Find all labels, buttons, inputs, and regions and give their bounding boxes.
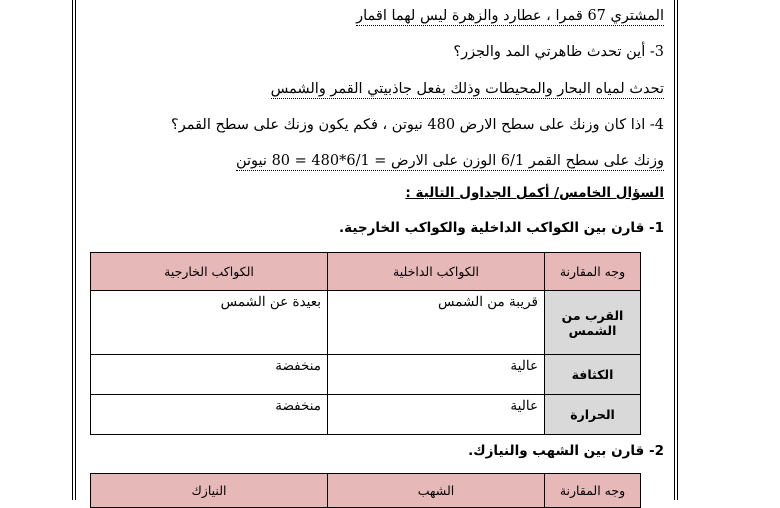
answer-4-line [236,151,664,171]
table-row [91,395,641,435]
question-4: 4- اذا كان وزنك على سطح الارض 480 نيوتن ، فكم يكون وزنك على سطح القمر؟ [171,117,664,133]
comparison-table-planets [90,252,641,435]
table-1-title: 1- قارن بين الكواكب الداخلية والكواكب الخارجية. [339,220,664,236]
cell-outer-distance: بعيدة عن الشمس [91,291,328,355]
header-meteorites: النيازك [91,474,328,508]
header-outer-planets: الكواكب الخارجية [91,253,328,291]
header-comparison-aspect: وجه المقارنة [545,253,641,291]
row-label-temperature: الحرارة [545,395,641,435]
table-header-row [91,253,641,291]
header-comparison-aspect-2: وجه المقارنة [545,474,641,508]
answer-3-line [271,79,664,99]
header-inner-planets: الكواكب الداخلية [328,253,545,291]
cell-outer-temperature: منخفضة [91,395,328,435]
answer-3: تحدث لمياه البحار والمحيطات وذلك بفعل جاذبيتي القمر والشمس [270,81,664,97]
text-line-planets-moons [356,6,664,26]
table-header-row [91,474,641,508]
table-row [91,355,641,395]
cell-inner-distance: قريبة من الشمس [328,291,545,355]
answer-4: وزنك على سطح القمر 6/1 الوزن على الارض = 6/1*480 = 80 نيوتن [235,153,664,169]
document-page [72,0,678,500]
table-row [91,291,641,355]
row-label-density: الكثافة [545,355,641,395]
comparison-table-meteors [90,473,641,508]
table-2-title: 2- قارن بين الشهب والنيازك. [468,443,664,459]
cell-inner-temperature: عالية [328,395,545,435]
answer-moons: المشتري 67 قمرا ، عطارد والزهرة ليس لهما اقمار [356,8,664,24]
section-5-heading [405,183,664,203]
cell-inner-density: عالية [328,355,545,395]
header-meteors: الشهب [328,474,545,508]
section-5-title: السؤال الخامس/ أكمل الجداول التالية : [405,185,664,201]
question-3: 3- أين تحدث ظاهرتي المد والجزر؟ [453,44,664,60]
row-label-distance: القرب من الشمس [545,291,641,355]
cell-outer-density: منخفضة [91,355,328,395]
